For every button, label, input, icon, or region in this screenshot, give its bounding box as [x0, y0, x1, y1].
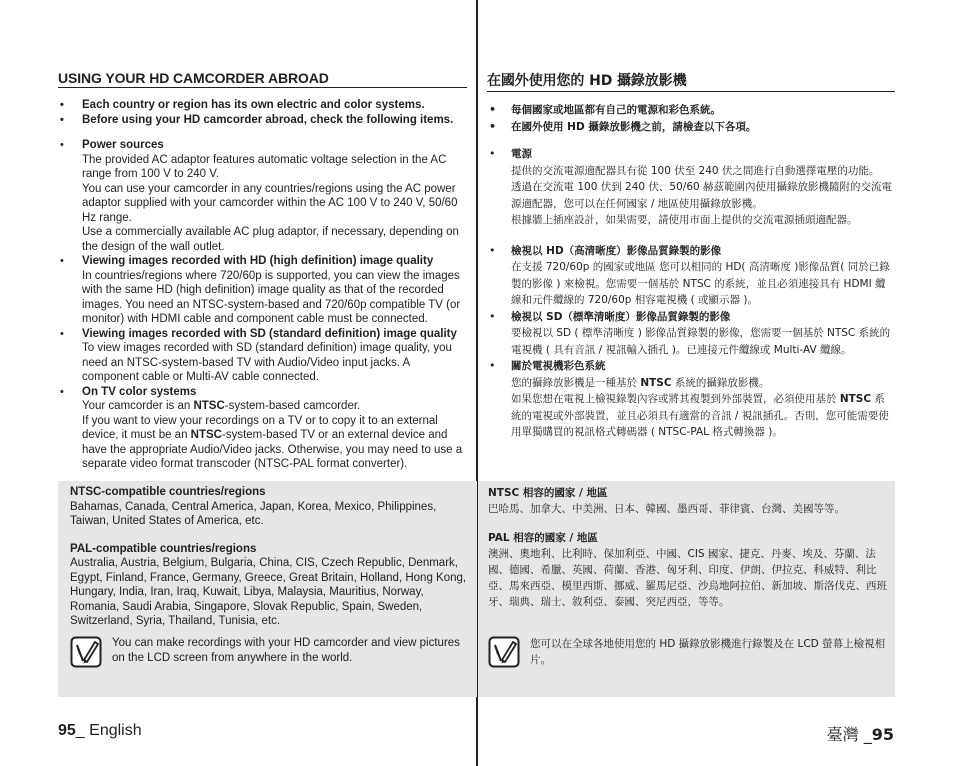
intro-item: • 在國外使用 HD 攝錄放影機之前，請檢查以下各項。	[487, 119, 895, 136]
item-title: • Power sources	[82, 139, 164, 151]
pal-countries: 澳洲、奧地利、比利時、保加利亞、中國、CIS 國家、捷克、丹麥、埃及、芬蘭、法國、德國、希臘、英國、荷蘭、香港、匈牙利、印度、伊朗、伊拉克、科威特、利比亞、馬來西亞、模里西斯、挪威、羅馬尼亞、沙烏地阿拉伯、新加坡、斯洛伐克、西班牙、瑞典、瑞士、敘利亞、泰國、突尼西亞，等等。	[488, 548, 887, 608]
country-systems-content	[488, 485, 887, 623]
item-para: To view images recorded with SD (standard definition) image quality, you need an NTSC-system-based TV with Audio/Video input jacks. A component cable or Multi-AV cable connected.	[82, 342, 452, 383]
check-list	[487, 146, 895, 441]
item-para	[511, 375, 895, 392]
note	[70, 636, 469, 668]
text-run: -system-based camcorder.	[224, 400, 361, 412]
english-column	[58, 70, 467, 472]
pal-countries: Australia, Austria, Belgium, Bulgaria, China, CIS, Czech Republic, Denmark, Egypt, Finland, France, Germany, Greece, Great Britain, Holland, Hong Kong, Hungary, India, Iran, Iraq, Kuwait, Libya, Malaysia, Mauritius, Norway, Romania, Saudi Arabia, Singapore, Slovak Republic, Spain, Sweden, Switzerland, Syria, Thailand, Tunisia, etc.	[70, 557, 467, 627]
item-para: 在支援 720/60p 的國家或地區 您可以相同的 HD( 高清晰度 )影像品質( 同於已錄製的影像 ) 來檢視。您需要一個基於 NTSC 的系統，並且必須連接具有 HDMI 纜線和元件纜線的 720/60p 相容電視機 ( 或顯示器 )。	[511, 261, 890, 306]
check-item-tv-color	[487, 358, 895, 441]
text-run: 系統的電視或外部裝置，並且必須具有適當的音訊 / 視訊插孔。否則，您可能需要使用單獨購買的視訊格式轉碼器 ( NTSC-PAL 格式轉換器 )。	[511, 393, 889, 438]
text-run: -system-based TV or an external device and have the appropriate Audio/Video jacks. Otherwise, you may need to use a separate video format transcoder (NTSC-PAL format converter).	[82, 429, 463, 470]
ntsc-countries: Bahamas, Canada, Central America, Japan, Korea, Mexico, Philippines, Taiwan, United States of America, etc.	[70, 500, 437, 527]
text-run: 如果您想在電視上檢視錄製內容或將其複製到外部裝置，必須使用基於	[511, 393, 840, 405]
pal-title: PAL 相容的國家 / 地區	[488, 532, 598, 544]
intro-list	[58, 98, 467, 127]
item-para: 根據牆上插座設計，如果需要，請使用市面上提供的交流電源插頭適配器。	[511, 214, 858, 226]
check-item-sd	[487, 309, 895, 359]
text-run-bold: NTSC	[640, 376, 672, 389]
pal-title: PAL-compatible countries/regions	[70, 542, 257, 555]
item-title: • 電源	[511, 148, 532, 160]
check-item-hd	[58, 254, 467, 327]
check-item-power	[487, 146, 895, 229]
text-run: 系統的攝錄放影機。	[671, 376, 770, 389]
text-run-bold: NTSC	[839, 393, 872, 405]
page-number: 95	[58, 722, 76, 739]
item-title: • 關於電視機彩色系統	[511, 360, 606, 372]
check-item-tv-color	[58, 385, 467, 472]
footer-label: 臺灣 _	[826, 725, 872, 744]
item-para	[82, 399, 467, 414]
item-title: • 檢視以 HD（高清晰度）影像品質錄製的影像	[511, 244, 722, 257]
intro-list	[487, 102, 895, 135]
text-run-bold: NTSC	[190, 429, 222, 441]
item-para: In countries/regions where 720/60p is supported, you can view the images with the same HD (high definition) image quality as that of the recorded images. You need an NTSC-system-based and 720/60p compatible TV (or monitor) with HDMI cable and component cable must be connected.	[82, 269, 461, 325]
text-run-bold: NTSC	[193, 400, 225, 412]
intro-item: • Before using your HD camcorder abroad, check the following items.	[58, 113, 467, 128]
check-item-sd	[58, 327, 467, 385]
country-systems-box	[58, 481, 477, 697]
memo-pencil-icon	[70, 636, 102, 668]
item-title: • Viewing images recorded with HD (high definition) image quality	[82, 255, 434, 267]
item-para: Use a commercially available AC plug adaptor, if necessary, depending on the design of the wall outlet.	[82, 226, 459, 253]
section-heading: USING YOUR HD CAMCORDER ABROAD	[58, 70, 467, 88]
item-title: • 檢視以 SD（標準清晰度）影像品質錄製的影像	[511, 310, 731, 323]
text-run: If you want to view your recordings on a TV or to copy it to an external device, it must be an	[82, 414, 438, 441]
chinese-column	[487, 70, 895, 441]
item-para	[82, 414, 467, 472]
country-systems-content	[70, 485, 469, 642]
check-item-hd	[487, 243, 895, 309]
intro-item: • Each country or region has its own electric and color systems.	[58, 98, 467, 113]
intro-item: • 每個國家或地區都有自己的電源和彩色系統。	[487, 102, 895, 119]
text-run: Your camcorder is an	[82, 400, 194, 412]
page-number: 95	[871, 725, 894, 744]
ntsc-title: NTSC 相容的國家 / 地區	[488, 487, 608, 499]
text-run: 您的攝錄放影機是一種基於	[511, 376, 641, 389]
section-heading: 在國外使用您的 HD 攝錄放影機	[487, 70, 895, 92]
item-para: 提供的交流電源適配器具有從 100 伏至 240 伏之間進行自動選擇電壓的功能。	[511, 164, 880, 177]
ntsc-countries: 巴哈馬、加拿大、中美洲、日本、韓國、墨西哥、菲律賓、台灣、美國等等。	[488, 503, 845, 515]
item-para: 透過在交流電 100 伏到 240 伏、50/60 赫茲範圍內使用攝錄放影機隨附的交流電源適配器，您可以在任何國家 / 地區使用攝錄放影機。	[511, 181, 893, 210]
item-para: The provided AC adaptor features automatic voltage selection in the AC range from 100 V to 240 V.	[82, 153, 447, 180]
check-item-power	[58, 138, 467, 254]
item-title: • Viewing images recorded with SD (standard definition) image quality	[82, 327, 457, 340]
item-title: • On TV color systems	[82, 385, 197, 398]
page-footer-chinese	[827, 722, 894, 745]
note-text: 您可以在全球各地使用您的 HD 攝錄放影機進行錄製及在 LCD 螢幕上檢視相片。	[530, 638, 886, 666]
footer-label: _ English	[75, 722, 142, 739]
item-para	[511, 391, 895, 441]
item-para: 要檢視以 SD ( 標準清晰度 ) 影像品質錄製的影像，您需要一個基於 NTSC 系統的電視機 ( 具有音訊 / 視訊輸入插孔 )。已連接元件纜線或 Multi-AV 纜線。	[511, 327, 891, 356]
check-list	[58, 138, 467, 472]
page-footer-english	[58, 722, 142, 740]
ntsc-title: NTSC-compatible countries/regions	[70, 486, 266, 498]
note-text: You can make recordings with your HD camcorder and view pictures on the LCD screen from anywhere in the world.	[112, 637, 460, 664]
note	[488, 636, 887, 668]
country-systems-box	[478, 481, 895, 697]
memo-pencil-icon	[488, 636, 520, 668]
item-para: You can use your camcorder in any countries/regions using the AC power adaptor supplied with your camcorder within the AC 100 V to 240 V, 50/60 Hz range.	[82, 182, 458, 224]
